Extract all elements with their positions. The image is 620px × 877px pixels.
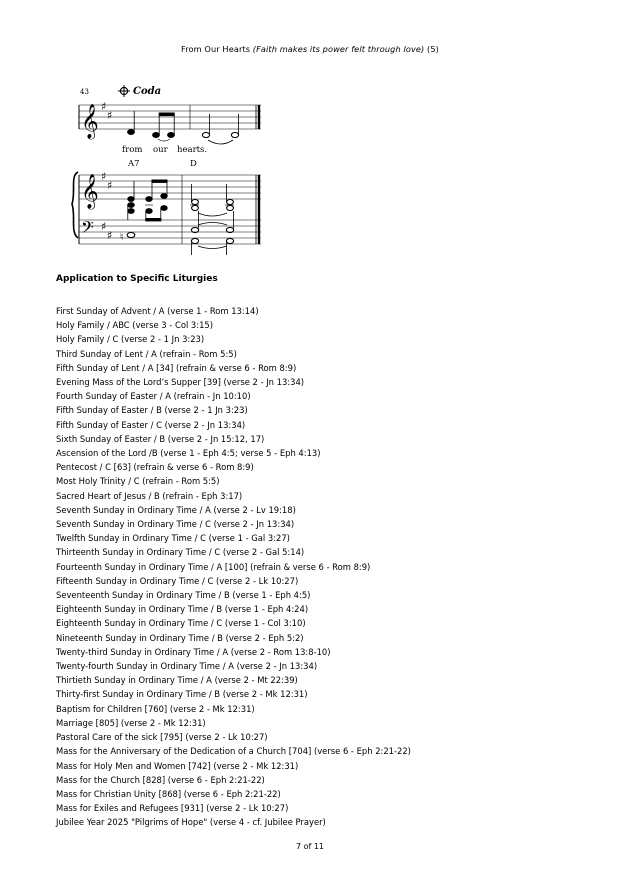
liturgy-item: Eighteenth Sunday in Ordinary Time / B (verse 1 - Eph 4:24) (56, 604, 309, 615)
coda-icon (118, 85, 130, 97)
liturgy-list (56, 304, 411, 830)
natural-icon: ♮ (120, 232, 124, 243)
liturgy-item: Fifth Sunday of Lent / A [34] (refrain & verse 6 - Rom 8:9) (56, 362, 297, 373)
liturgy-item: Third Sunday of Lent / A (refrain - Rom 5:5) (56, 348, 237, 359)
brace-icon (72, 172, 78, 238)
page-number: 7 of 11 (295, 842, 325, 851)
melody-notes (128, 111, 239, 144)
sharp-icon: ♯ (107, 179, 113, 192)
sharp-icon: ♯ (101, 170, 107, 183)
measure-number: 43 (80, 88, 89, 96)
liturgy-item: Mass for Holy Men and Women [742] (verse 2 - Mk 12:31) (56, 760, 299, 771)
liturgy-item: Sacred Heart of Jesus / B (refrain - Eph 3:17) (56, 490, 243, 501)
lyric: hearts. (177, 145, 208, 155)
liturgy-item: Mass for Christian Unity [868] (verse 6 - Eph 2:21-22) (56, 788, 281, 799)
chord-symbol: D (190, 159, 197, 169)
piano-treble-notes (127, 180, 234, 221)
liturgy-item: Mass for the Anniversary of the Dedication of a Church [704] (verse 6 - Eph 2:21-22) (56, 746, 411, 757)
header-title: From Our Hearts (181, 44, 251, 54)
music-score (70, 80, 270, 259)
liturgy-item: Seventeenth Sunday in Ordinary Time / B (verse 1 - Eph 4:5) (56, 590, 311, 601)
treble-clef-icon: 𝄞 (81, 104, 99, 139)
liturgy-item: Nineteenth Sunday in Ordinary Time / B (verse 2 - Eph 5:2) (56, 632, 304, 643)
liturgy-item: Fourteenth Sunday in Ordinary Time / A [100] (refrain & verse 6 - Rom 8:9) (56, 561, 371, 572)
liturgy-item: Jubilee Year 2025 "Pilgrims of Hope" (verse 4 - cf. Jubilee Prayer) (56, 817, 326, 828)
sharp-icon: ♯ (107, 229, 113, 242)
liturgy-item: Most Holy Trinity / C (refrain - Rom 5:5) (56, 476, 220, 487)
liturgy-item: Twelfth Sunday in Ordinary Time / C (verse 1 - Gal 3:27) (56, 533, 290, 544)
lyric: from (122, 145, 143, 155)
liturgy-item: Baptism for Children [760] (verse 2 - Mk 12:31) (56, 703, 255, 714)
liturgy-item: Fourth Sunday of Easter / A (refrain - Jn 10:10) (56, 391, 251, 402)
header-number: (5) (427, 44, 439, 54)
liturgy-item: Twenty-third Sunday in Ordinary Time / A (verse 2 - Rom 13:8-10) (56, 646, 331, 657)
liturgy-item: Thirteenth Sunday in Ordinary Time / C (verse 2 - Gal 5:14) (56, 547, 305, 558)
liturgy-item: Seventh Sunday in Ordinary Time / A (verse 2 - Lv 19:18) (56, 504, 296, 515)
liturgy-item: Marriage [805] (verse 2 - Mk 12:31) (56, 717, 206, 728)
liturgy-item: Eighteenth Sunday in Ordinary Time / C (verse 1 - Col 3:10) (56, 618, 306, 629)
chord-symbol: A7 (128, 159, 140, 169)
piano-bass-notes (120, 211, 234, 255)
coda-label: Coda (133, 86, 162, 97)
liturgy-item: Evening Mass of the Lord’s Supper [39] (verse 2 - Jn 13:34) (56, 377, 305, 388)
score-svg (70, 80, 270, 255)
liturgy-item: Sixth Sunday of Easter / B (verse 2 - Jn 15:12, 17) (56, 433, 265, 444)
sharp-icon: ♯ (101, 220, 107, 233)
sharp-icon: ♯ (107, 109, 113, 122)
liturgy-item: Seventh Sunday in Ordinary Time / C (verse 2 - Jn 13:34) (56, 519, 295, 530)
treble-clef-icon: 𝄞 (81, 174, 99, 209)
liturgy-item: Thirty-first Sunday in Ordinary Time / B (verse 2 - Mk 12:31) (56, 689, 308, 700)
liturgy-item: Pentecost / C [63] (refrain & verse 6 - Rom 8:9) (56, 462, 254, 473)
liturgy-item: Holy Family / C (verse 2 - 1 Jn 3:23) (56, 334, 205, 345)
header-subtitle: (Faith makes its power felt through love) (252, 44, 425, 54)
liturgy-item: Mass for Exiles and Refugees [931] (verse 2 - Lk 10:27) (56, 803, 289, 814)
liturgy-item: Pastoral Care of the sick [795] (verse 2 - Lk 10:27) (56, 732, 268, 743)
liturgy-item: Ascension of the Lord /B (verse 1 - Eph 4:5; verse 5 - Eph 4:13) (56, 448, 321, 459)
lyric: our (153, 145, 168, 155)
liturgy-item: Fifteenth Sunday in Ordinary Time / C (verse 2 - Lk 10:27) (56, 575, 299, 586)
liturgy-item: Mass for the Church [828] (verse 6 - Eph 2:21-22) (56, 774, 265, 785)
liturgy-item: Holy Family / ABC (verse 3 - Col 3:15) (56, 320, 214, 331)
page-header (0, 44, 620, 54)
sharp-icon: ♯ (101, 100, 107, 113)
bass-clef-icon: 𝄢 (81, 217, 94, 241)
liturgy-item: First Sunday of Advent / A (verse 1 - Rom 13:14) (56, 306, 259, 316)
liturgy-item: Fifth Sunday of Easter / B (verse 2 - 1 Jn 3:23) (56, 405, 248, 416)
liturgy-item: Twenty-fourth Sunday in Ordinary Time / A (verse 2 - Jn 13:34) (56, 661, 318, 672)
liturgy-item: Fifth Sunday of Easter / C (verse 2 - Jn 13:34) (56, 419, 246, 430)
liturgy-item: Thirtieth Sunday in Ordinary Time / A (verse 2 - Mt 22:39) (56, 675, 298, 686)
section-title: Application to Specific Liturgies (56, 274, 218, 284)
